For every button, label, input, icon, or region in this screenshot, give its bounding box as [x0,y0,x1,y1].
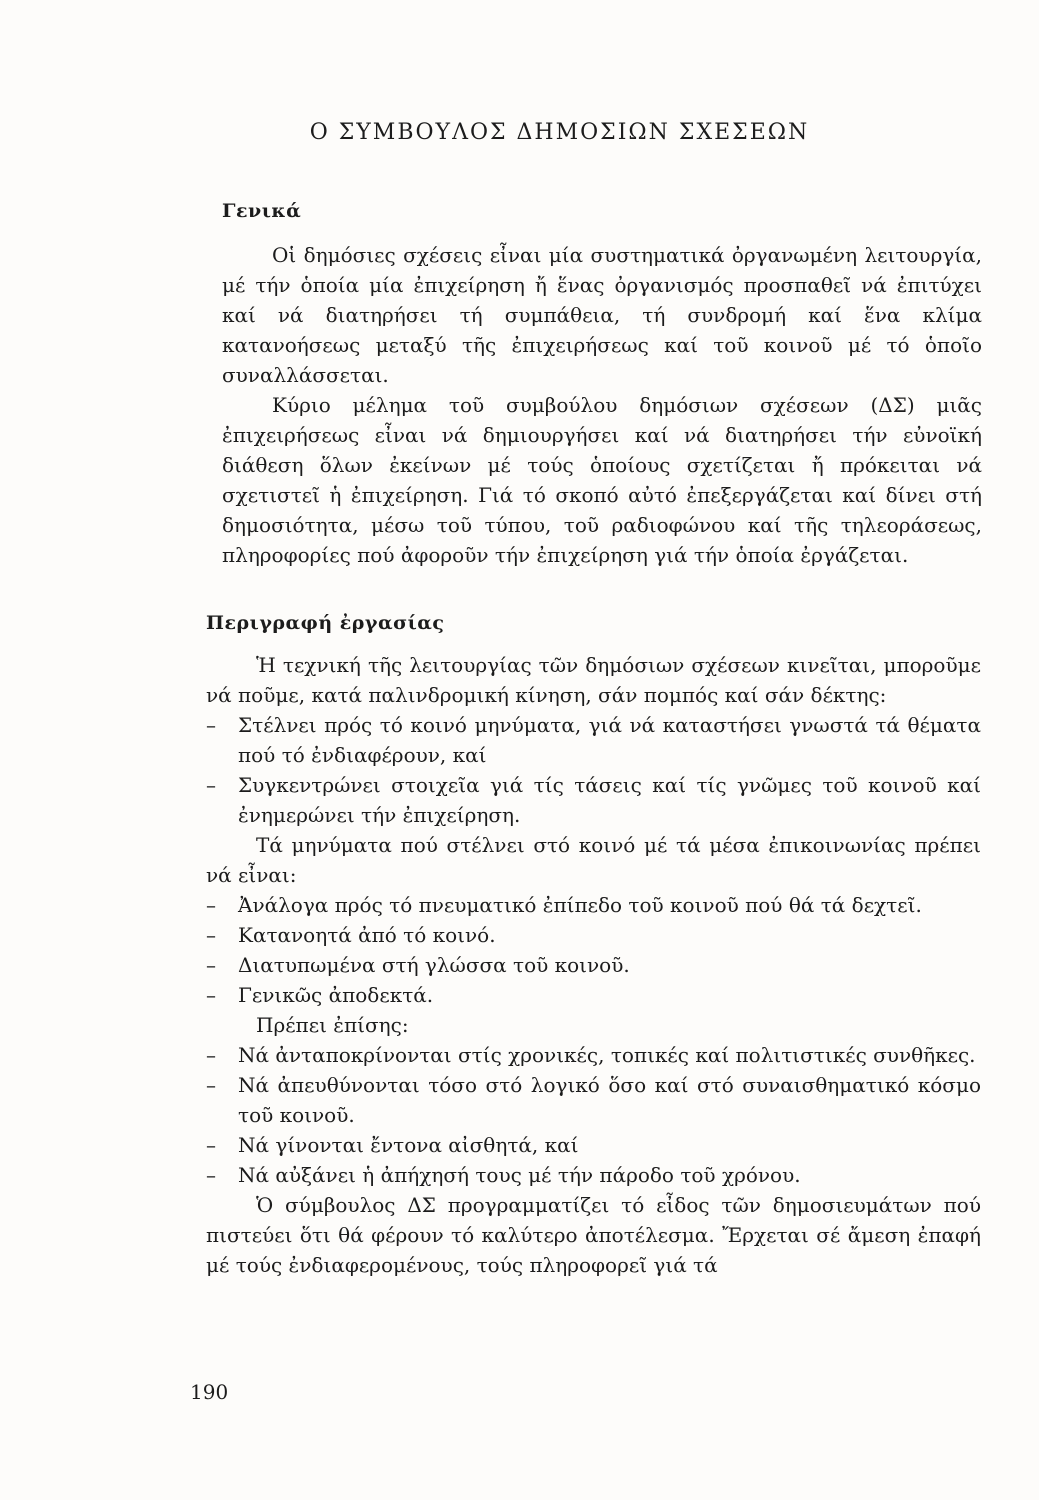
requirements-list [206,1040,981,1190]
section-general-body [222,240,982,570]
list-item-text: Συγκεντρώνει στοιχεῖα γιά τίς τάσεις καί τίς γνῶμες τοῦ κοινοῦ καί ἐνημερώνει τήν ἐπιχείρηση. [238,773,981,827]
list-dash: – [206,1133,216,1157]
list-item-text: Ἀνάλογα πρός τό πνευματικό ἐπίπεδο τοῦ κοινοῦ πού θά τά δεχτεῖ. [238,893,922,917]
list-item [206,1160,981,1190]
roles-list [206,710,981,830]
list-item-text: Γενικῶς ἀποδεκτά. [238,983,434,1007]
paragraph: Οἱ δημόσιες σχέσεις εἶναι μία συστηματικά ὀργανωμένη λειτουργία, μέ τήν ὁποία μία ἐπιχείρηση ἤ ἕνας ὀργανισμός προσπαθεῖ νά ἐπιτύχει καί νά διατηρήσει τή συμπάθεια, τή συνδρομή καί ἕνα κλίμα κατανοήσεως μεταξύ τῆς ἐπιχειρήσεως καί τοῦ κοινοῦ μέ τό ὁποῖο συναλλάσσεται. [222,243,982,387]
list-dash: – [206,983,216,1007]
list-dash: – [206,1073,216,1097]
list-item [206,1040,981,1070]
list-item [206,1070,981,1130]
list-item [206,770,981,830]
list-dash: – [206,923,216,947]
list-dash: – [206,1043,216,1067]
list-item [206,1130,981,1160]
page-title: Ο ΣΥΜΒΟΥΛΟΣ ΔΗΜΟΣΙΩΝ ΣΧΕΣΕΩΝ [309,120,810,145]
list-item [206,890,981,920]
list-item-text: Νά ἀπευθύνονται τόσο στό λογικό ὅσο καί στό συναισθηματικό κόσμο τοῦ κοινοῦ. [238,1073,981,1127]
page-number: 190 [190,1380,229,1404]
list-item [206,920,981,950]
list-item-text: Νά γίνονται ἔντονα αἰσθητά, καί [238,1133,579,1157]
list-item-text: Νά ἀνταποκρίνονται στίς χρονικές, τοπικές καί πολιτιστικές συνθῆκες. [238,1043,976,1067]
list-item-text: Διατυπωμένα στή γλώσσα τοῦ κοινοῦ. [238,953,630,977]
paragraph: Ὁ σύμβουλος ΔΣ προγραμματίζει τό εἶδος τῶν δημοσιευμάτων πού πιστεύει ὅτι θά φέρουν τό καλύτερο ἀποτέλεσμα. Ἔρχεται σέ ἄμεση ἐπαφή μέ τούς ἐνδιαφερομένους, τούς πληροφορεῖ γιά τά [206,1193,981,1277]
section-heading-general: Γενικά [222,200,302,222]
list-dash: – [206,953,216,977]
messages-list [206,890,981,1010]
list-item-text: Στέλνει πρός τό κοινό μηνύματα, γιά νά καταστήσει γνωστά τά θέματα πού τό ἐνδιαφέρουν, καί [238,713,981,767]
section-work-body [206,650,981,1280]
list-dash: – [206,1163,216,1187]
paragraph: Ἡ τεχνική τῆς λειτουργίας τῶν δημόσιων σχέσεων κινεῖται, μποροῦμε νά ποῦμε, κατά παλινδρομική κίνηση, σάν πομπός καί σάν δέκτης: [206,653,981,707]
paragraph: Πρέπει ἐπίσης: [256,1013,409,1037]
list-item [206,710,981,770]
list-dash: – [206,893,216,917]
list-dash: – [206,773,216,797]
section-heading-work: Περιγραφή ἐργασίας [206,612,445,634]
list-item [206,950,981,980]
list-dash: – [206,713,216,737]
paragraph: Τά μηνύματα πού στέλνει στό κοινό μέ τά μέσα ἐπικοινωνίας πρέπει νά εἶναι: [206,833,981,887]
paragraph: Κύριο μέλημα τοῦ συμβούλου δημόσιων σχέσεων (ΔΣ) μιᾶς ἐπιχειρήσεως εἶναι νά δημιουργήσει καί νά διατηρήσει τήν εὐνοϊκή διάθεση ὅλων ἐκείνων μέ τούς ὁποίους σχετίζεται ἤ πρόκειται νά σχετιστεῖ ἡ ἐπιχείρηση. Γιά τό σκοπό αὐτό ἐπεξεργάζεται καί δίνει στή δημοσιότητα, μέσω τοῦ τύπου, τοῦ ραδιοφώνου καί τῆς τηλεοράσεως, πληροφορίες πού ἀφοροῦν τήν ἐπιχείρηση γιά τήν ὁποία ἐργάζεται. [222,393,982,567]
list-item-text: Κατανοητά ἀπό τό κοινό. [238,923,496,947]
list-item-text: Νά αὐξάνει ἡ ἀπήχησή τους μέ τήν πάροδο τοῦ χρόνου. [238,1163,801,1187]
list-item [206,980,981,1010]
